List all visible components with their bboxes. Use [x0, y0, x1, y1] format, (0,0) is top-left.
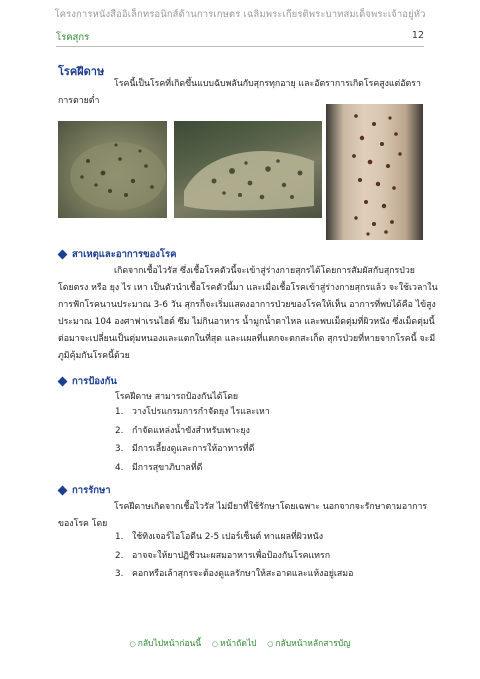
cause-line: การฟักโรคนานประมาณ 3-6 วัน สุกรก็จะเริ่มแสดงอาการป่วยของโรคให้เห็น อาการที่พบได้คือ ไข้สูง — [58, 300, 436, 310]
treatment-heading-text: การรักษา — [72, 485, 111, 496]
footer-navigation — [0, 636, 480, 650]
prevention-list — [115, 403, 270, 477]
project-header: โครงการหนังสืออิเล็กทรอนิกส์ด้านการเกษตร เฉลิมพระเกียรติพระบาทสมเด็จพระเจ้าอยู่หัว — [54, 9, 426, 20]
cause-line: ประมาณ 104 องศาฟาเรนไฮต์ ซึม ไม่กินอาหาร น้ำมูกน้ำตาไหล และพบเม็ดตุ่มที่ผิวหนัง ซึ่งเม็ดตุ่มนี้ — [58, 317, 435, 327]
intro-line: โรคนี้เป็นโรคที่เกิดขึ้นแบบฉับพลันกับสุกรทุกอายุ และอัตราการเกิดโรคสูงแต่อัตรา — [114, 79, 421, 89]
list-item: 2. อาจจะให้ยาปฏิชีวนะผสมอาหารเพื่อป้องกันโรคแทรก — [115, 550, 331, 561]
cause-paragraph — [58, 263, 438, 365]
cause-line: ต่อมาจะเปลี่ยนเป็นตุ่มหนองและแตกในที่สุด และแผลที่แตกจะตกสะเก็ด สุกรป่วยที่หายจากโรคนี้ จะมี — [58, 334, 436, 344]
cause-heading — [56, 247, 177, 262]
list-item: 3. คอกหรือเล้าสุกรจะต้องดูแลรักษาให้สะอาดและแห้งอยู่เสมอ — [115, 569, 354, 579]
treatment-heading — [56, 483, 111, 498]
pig-belly-lesion-photo — [326, 104, 423, 240]
prev-page-link[interactable]: ○ กลับไปหน้าก่อนนี้ — [129, 639, 202, 649]
diamond-bullet-icon — [58, 485, 68, 495]
cause-heading-text: สาเหตุและอาการของโรค — [72, 249, 177, 260]
toc-link[interactable]: ○ กลับหน้าหลักสารบัญ — [267, 639, 351, 649]
prevention-intro: โรคฝีดาษ สามารถป้องกันได้โดย — [115, 392, 239, 402]
circle-bullet-icon: ○ — [211, 640, 218, 648]
list-item: 2. กำจัดแหล่งน้ำขังสำหรับเพาะยุง — [115, 425, 250, 436]
cause-line: โดยตรง หรือ ยุง ไร เหา เป็นตัวนำเชื้อโรคตัวนี้มา และเมื่อเชื้อโรคเข้าสู่ร่างกายสุกรแล้ว จะใช้เวลาใน — [58, 283, 438, 293]
list-item: 1. ใช้ทิงเจอร์ไอโอดีน 2-5 เปอร์เซ็นต์ ทาแผลที่ผิวหนัง — [115, 532, 323, 542]
treatment-list — [115, 528, 353, 584]
circle-bullet-icon: ○ — [129, 640, 136, 648]
list-item: 3. มีการเลี้ยงดูและการให้อาหารที่ดี — [115, 444, 255, 454]
diamond-bullet-icon — [58, 376, 68, 386]
prevention-heading — [56, 374, 117, 389]
cause-line: ภูมิคุ้มกันโรคนี้ด้วย — [58, 351, 130, 361]
treatment-line: ของโรค โดย — [58, 519, 108, 529]
section-divider — [56, 46, 424, 47]
next-page-link[interactable]: ○ หน้าถัดไป — [211, 639, 257, 649]
section-name: โรคสุกร — [56, 32, 90, 43]
disease-title: โรคฝีดาษ — [58, 65, 105, 78]
intro-line: การตายต่ำ — [58, 96, 100, 106]
pig-body-lesion-photo — [174, 121, 322, 218]
pig-skin-lesion-photo — [58, 121, 167, 218]
diamond-bullet-icon — [58, 249, 68, 259]
cause-line: เกิดจากเชื้อไวรัส ซึ่งเชื้อโรคตัวนี้จะเข้าสู่ร่างกายสุกรได้โดยการสัมผัสกับสุกรป่วย — [114, 266, 415, 276]
treatment-line: โรคฝีดาษเกิดจากเชื้อไวรัส ไม่มียาที่ใช้รักษาโดยเฉพาะ นอกจากจะรักษาตามอาการ — [114, 502, 428, 512]
list-item: 4. มีการสุขาภิบาลที่ดี — [115, 462, 203, 473]
page-number: 12 — [411, 30, 424, 41]
circle-bullet-icon: ○ — [267, 640, 274, 648]
prevention-heading-text: การป้องกัน — [72, 376, 117, 387]
list-item: 1. วางโปรแกรมการกำจัดยุง ไรและเหา — [115, 407, 270, 417]
section-bar — [56, 30, 424, 48]
